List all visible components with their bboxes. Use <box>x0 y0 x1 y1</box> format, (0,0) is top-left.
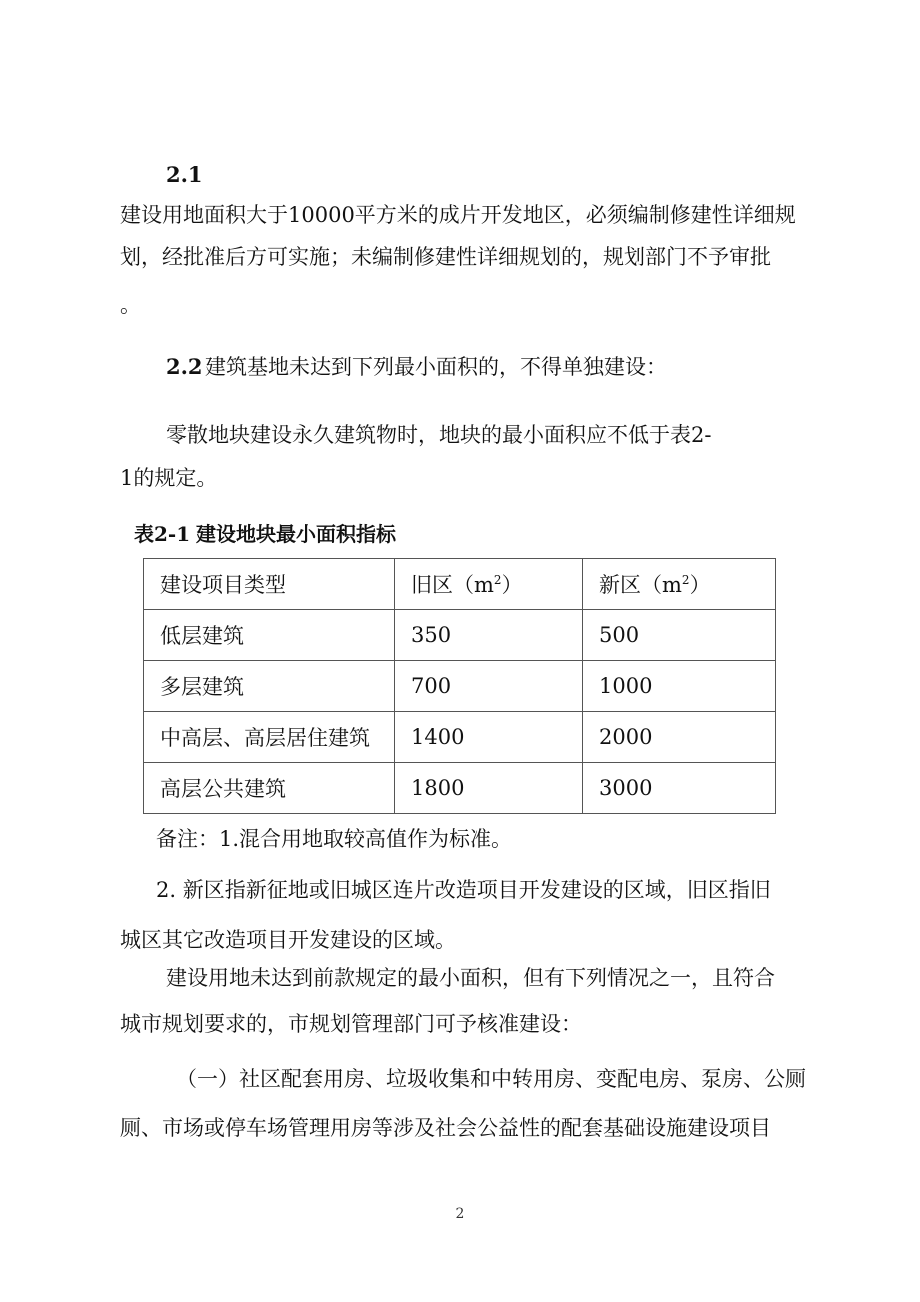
table-row <box>144 610 776 661</box>
cell-old: 350 <box>395 610 583 661</box>
note-2-line-2: 城区其它改造项目开发建设的区域。 <box>120 928 456 952</box>
section-2-1-number: 2.1 <box>166 162 203 187</box>
section-2-2-paragraph-line-2: 1的规定。 <box>120 466 218 490</box>
page-number: 2 <box>455 1206 465 1222</box>
section-2-2-title: 建筑基地未达到下列最小面积的，不得单独建设： <box>205 355 667 379</box>
section-2-1-line-3: 。 <box>120 293 141 317</box>
section-2-1-line-1: 建设用地面积大于10000平方米的成片开发地区，必须编制修建性详细规 <box>120 203 796 227</box>
cell-new: 2000 <box>583 712 776 763</box>
cell-old: 700 <box>395 661 583 712</box>
table-header-row <box>144 559 776 610</box>
header-project-type: 建设项目类型 <box>144 559 395 610</box>
table-row <box>144 763 776 814</box>
table-caption-title: 建设地块最小面积指标 <box>196 522 396 546</box>
exception-item-1-line-1: （一）社区配套用房、垃圾收集和中转用房、变配电房、泵房、公厕 <box>176 1067 806 1091</box>
section-2-2-number: 2.2 <box>166 354 203 379</box>
note-2-line-1: 2. 新区指新征地或旧城区连片改造项目开发建设的区域，旧区指旧 <box>156 878 771 902</box>
section-2-1-line-2: 划，经批准后方可实施；未编制修建性详细规划的，规划部门不予审批 <box>120 245 771 269</box>
cell-type: 低层建筑 <box>144 610 395 661</box>
note-1: 备注：1.混合用地取较高值作为标准。 <box>156 827 513 851</box>
cell-new: 3000 <box>583 763 776 814</box>
minimum-area-table <box>143 558 776 814</box>
cell-type: 多层建筑 <box>144 661 395 712</box>
cell-type: 中高层、高层居住建筑 <box>144 712 395 763</box>
header-old-area <box>395 559 583 610</box>
header-new-area-sup: 2 <box>681 573 690 587</box>
header-new-area-suffix: ） <box>689 573 711 597</box>
header-old-area-sup: 2 <box>493 573 502 587</box>
exception-line-1: 建设用地未达到前款规定的最小面积，但有下列情况之一，且符合 <box>166 966 775 990</box>
cell-old: 1400 <box>395 712 583 763</box>
exception-line-2: 城市规划要求的，市规划管理部门可予核准建设： <box>120 1012 582 1036</box>
exception-item-1-line-2: 厕、市场或停车场管理用房等涉及社会公益性的配套基础设施建设项目 <box>120 1116 771 1140</box>
cell-old: 1800 <box>395 763 583 814</box>
header-old-area-suffix: ） <box>501 573 523 597</box>
table-row <box>144 712 776 763</box>
table-row <box>144 661 776 712</box>
header-new-area-label: 新区（m <box>599 573 682 597</box>
header-old-area-label: 旧区（m <box>411 573 494 597</box>
section-2-2-paragraph-line-1: 零散地块建设永久建筑物时，地块的最小面积应不低于表2- <box>166 423 712 447</box>
cell-new: 1000 <box>583 661 776 712</box>
cell-type: 高层公共建筑 <box>144 763 395 814</box>
table-caption-number: 表2-1 <box>134 522 191 546</box>
header-new-area <box>583 559 776 610</box>
cell-new: 500 <box>583 610 776 661</box>
